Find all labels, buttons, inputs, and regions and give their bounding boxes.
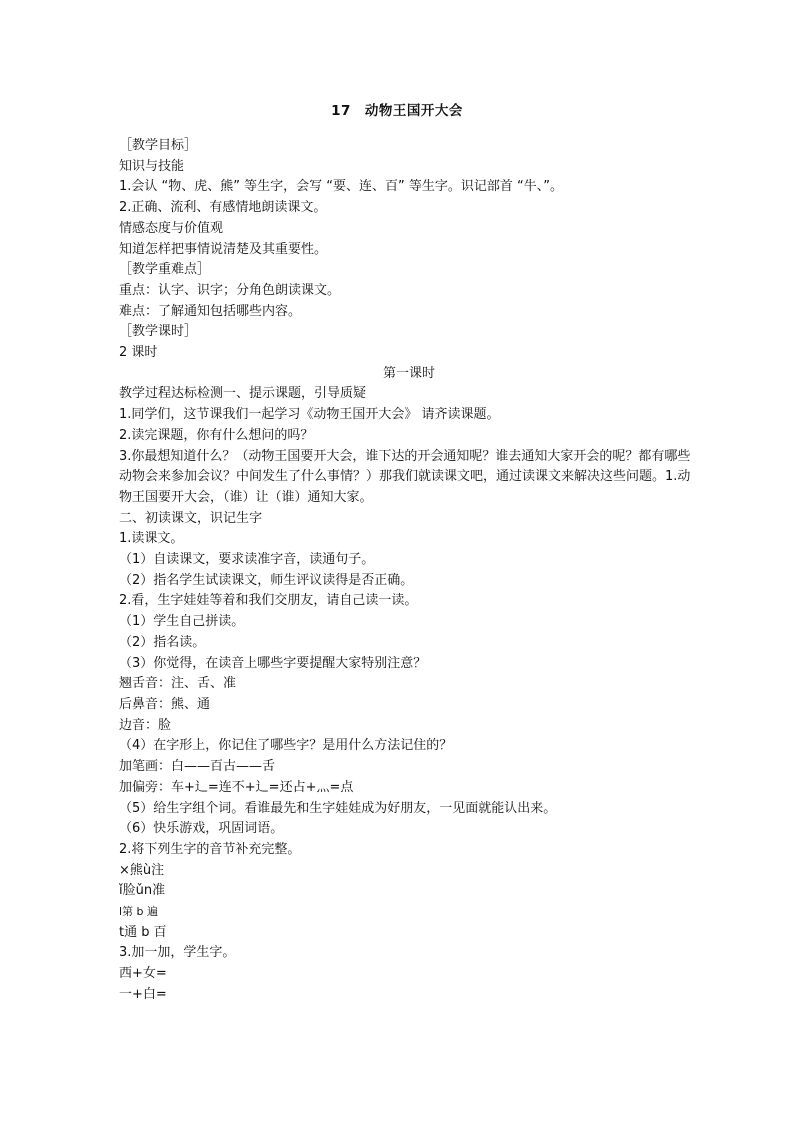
text-line: （6）快乐游戏，巩固词语。 <box>119 821 284 837</box>
text-line: （2）指名学生试读课文，师生评议读得是否正确。 <box>119 572 414 588</box>
lesson-title: 动物王国开大会 <box>364 103 463 119</box>
text-line: 一+白= <box>119 986 167 1002</box>
text-line: （1）自读课文，要求读准字音，读通句子。 <box>119 552 375 568</box>
text-line: 教学过程达标检测一、提示课题，引导质疑 <box>119 386 367 402</box>
section-heading-reading: 二、初读课文，识记生字 <box>119 510 263 526</box>
subheading-knowledge: 知识与技能 <box>119 158 185 174</box>
text-line: 翘舌音：注、舌、准 <box>119 676 237 692</box>
text-line: 2.读完课题，你有什么想问的吗？ <box>119 427 314 443</box>
text-line: 2.将下列生字的音节补充完整。 <box>119 841 301 857</box>
text-line: 后鼻音：熊、通 <box>119 696 211 712</box>
text-line: 1.读课文。 <box>119 531 184 547</box>
text-paragraph: 3.你最想知道什么？（动物王国要开大会，谁下达的开会通知呢？谁去通知大家开会的呢？都有哪些动物会来参加会议？中间发生了什么事情？）那我们就读课文吧，通过读课文来解决这些问题。1.动物王国要开大会，（谁）让（谁）通知大家。 <box>119 448 691 505</box>
section-heading-goals: ［教学目标］ <box>119 138 198 153</box>
page-title <box>0 99 794 119</box>
text-line: （2）指名读。 <box>119 634 206 650</box>
text-line: 1.同学们，这节课我们一起学习《动物王国开大会》 请齐读课题。 <box>119 407 500 423</box>
section-heading-key-points: ［教学重难点］ <box>119 262 211 278</box>
text-line: 西+女= <box>119 966 167 982</box>
lesson-number: 17 <box>331 103 351 119</box>
section-heading-periods: ［教学课时］ <box>119 324 198 340</box>
text-line: （5）给生字组个词。看谁最先和生字娃娃成为好朋友，一见面就能认出来。 <box>119 800 557 816</box>
text-line: 3.加一加，学生字。 <box>119 945 236 961</box>
text-line: 2.正确、流利、有感情地朗读课文。 <box>119 200 327 216</box>
subheading-attitude: 情感态度与价值观 <box>119 220 224 236</box>
text-line: （4）在字形上，你记住了哪些字？是用什么方法记住的？ <box>119 738 453 754</box>
text-line: ǐ脸ǔn准 <box>119 883 166 899</box>
period-heading: 第一课时 <box>382 365 435 381</box>
text-line: l第 b 遍 <box>119 905 159 919</box>
text-line: 边音：脸 <box>119 717 172 733</box>
text-line: 知道怎样把事情说清楚及其重要性。 <box>119 241 328 257</box>
text-line: 难点：了解通知包括哪些内容。 <box>119 303 302 319</box>
text-line: 2.看，生字娃娃等着和我们交朋友，请自己读一读。 <box>119 593 418 609</box>
text-line: 加笔画：白——百古——舌 <box>119 759 276 775</box>
text-line: 2 课时 <box>119 345 158 361</box>
text-line: （1）学生自己拼读。 <box>119 614 245 630</box>
text-line: t通 b 百 <box>119 924 167 940</box>
document-body <box>119 136 699 1006</box>
text-line: （3）你觉得，在读音上哪些字要提醒大家特别注意？ <box>119 655 427 671</box>
text-line: 1.会认 “物、虎、熊” 等生字，会写 “要、连、百” 等生字。识记部首 “牛、”。 <box>119 179 563 195</box>
text-line: ×熊ù注 <box>119 862 165 878</box>
text-line: 加偏旁：车+辶=连不+辶=还占+灬=点 <box>119 779 354 795</box>
text-line: 重点：认字、识字；分角色朗读课文。 <box>119 282 341 298</box>
